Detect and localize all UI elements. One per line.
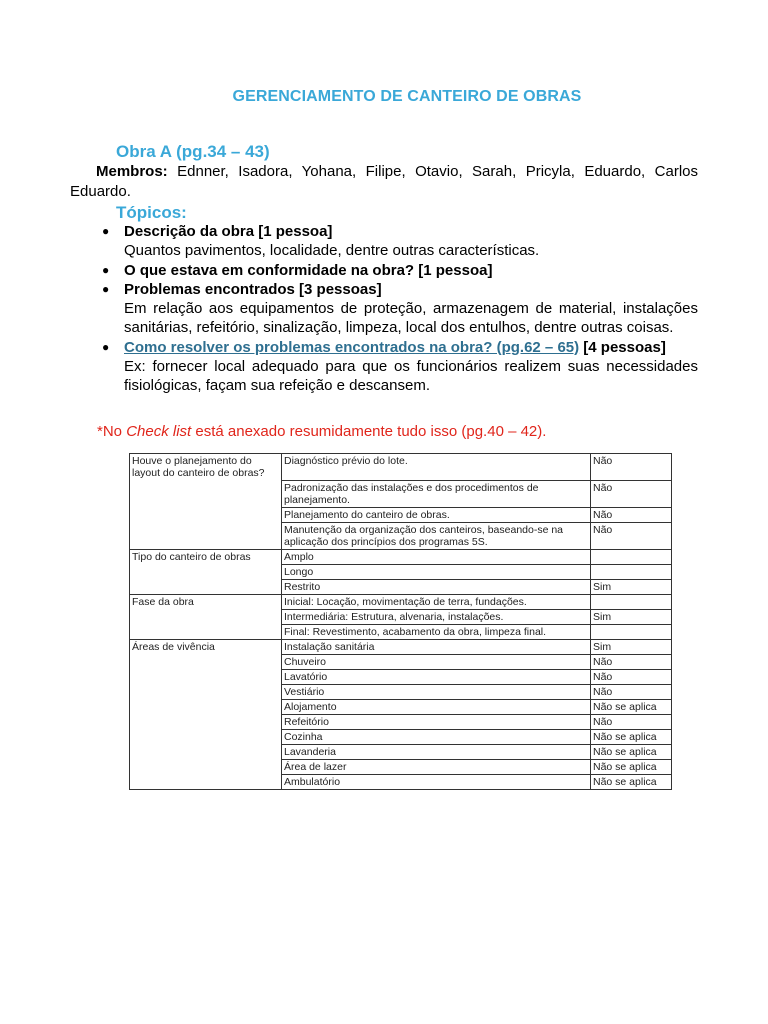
group-spacer — [130, 579, 282, 594]
topic-item — [102, 222, 698, 261]
checklist-value: Não — [591, 507, 672, 522]
checklist-value: Não se aplica — [591, 699, 672, 714]
table-row — [130, 579, 672, 594]
group-label: Fase da obra — [130, 594, 282, 609]
table-row — [130, 454, 672, 481]
table-row — [130, 759, 672, 774]
group-spacer — [130, 759, 282, 774]
checklist-value — [591, 549, 672, 564]
table-row — [130, 729, 672, 744]
checklist-item: Intermediária: Estrutura, alvenaria, instalações. — [282, 609, 591, 624]
note-prefix: *No — [97, 423, 127, 440]
note-italic: Check list — [126, 423, 192, 440]
checklist-value — [591, 624, 672, 639]
checklist-item: Lavatório — [282, 669, 591, 684]
checklist-item: Planejamento do canteiro de obras. — [282, 507, 591, 522]
table-row — [130, 699, 672, 714]
group-spacer — [130, 522, 282, 549]
obra-title: Obra A (pg.34 – 43) — [116, 142, 270, 161]
page-title: GERENCIAMENTO DE CANTEIRO DE OBRAS — [232, 88, 582, 105]
bullet-icon: ● — [102, 262, 110, 277]
table-row — [130, 507, 672, 522]
topic-item — [102, 261, 698, 280]
checklist-value: Não — [591, 522, 672, 549]
group-spacer — [130, 564, 282, 579]
checklist-item: Final: Revestimento, acabamento da obra, limpeza final. — [282, 624, 591, 639]
checklist-item: Vestiário — [282, 684, 591, 699]
checklist-item: Amplo — [282, 549, 591, 564]
checklist-item: Cozinha — [282, 729, 591, 744]
checklist-table — [129, 453, 672, 790]
table-row — [130, 480, 672, 507]
checklist-item: Refeitório — [282, 714, 591, 729]
topic-item — [102, 280, 698, 338]
checklist-value: Não — [591, 454, 672, 481]
group-spacer — [130, 624, 282, 639]
group-label: Tipo do canteiro de obras — [130, 549, 282, 564]
checklist-value: Não se aplica — [591, 729, 672, 744]
topic-heading: [4 pessoas] — [579, 338, 666, 356]
checklist-item: Longo — [282, 564, 591, 579]
checklist-item: Lavanderia — [282, 744, 591, 759]
table-row — [130, 654, 672, 669]
table-row — [130, 669, 672, 684]
checklist-value — [591, 564, 672, 579]
checklist-item: Alojamento — [282, 699, 591, 714]
table-row — [130, 714, 672, 729]
topic-link[interactable]: Como resolver os problemas encontrados na obra? (pg.62 – 65) — [124, 338, 580, 356]
checklist-value: Não se aplica — [591, 759, 672, 774]
members-paragraph — [70, 162, 698, 202]
table-row — [130, 744, 672, 759]
checklist-item: Inicial: Locação, movimentação de terra, fundações. — [282, 594, 591, 609]
group-spacer — [130, 609, 282, 624]
topics-list — [102, 222, 698, 396]
checklist-value: Sim — [591, 579, 672, 594]
table-row — [130, 549, 672, 564]
checklist-value: Não — [591, 714, 672, 729]
topic-heading: O que estava em conformidade na obra? [1 pessoa] — [124, 261, 493, 279]
group-spacer — [130, 729, 282, 744]
checklist-value: Sim — [591, 609, 672, 624]
checklist-value: Não se aplica — [591, 774, 672, 789]
group-spacer — [130, 714, 282, 729]
checklist-value: Não — [591, 684, 672, 699]
checklist-item: Restrito — [282, 579, 591, 594]
group-spacer — [130, 684, 282, 699]
group-spacer — [130, 654, 282, 669]
bullet-icon: ● — [102, 281, 110, 296]
table-row — [130, 624, 672, 639]
table-row — [130, 774, 672, 789]
group-spacer — [130, 744, 282, 759]
table-row — [130, 522, 672, 549]
group-spacer — [130, 480, 282, 507]
table-row — [130, 639, 672, 654]
checklist-value: Não — [591, 669, 672, 684]
bullet-icon: ● — [102, 339, 110, 354]
group-spacer — [130, 507, 282, 522]
topics-title: Tópicos: — [116, 203, 187, 222]
checklist-item: Ambulatório — [282, 774, 591, 789]
note-suffix: está anexado resumidamente tudo isso (pg.40 – 42). — [191, 423, 547, 440]
checklist-item: Padronização das instalações e dos procedimentos de planejamento. — [282, 480, 591, 507]
topic-heading: Problemas encontrados [3 pessoas] — [124, 280, 382, 298]
topic-description: Quantos pavimentos, localidade, dentre outras características. — [124, 242, 540, 260]
checklist-value: Não se aplica — [591, 744, 672, 759]
members-list: Ednner, Isadora, Yohana, Filipe, Otavio, Sarah, Pricyla, Eduardo, Carlos Eduardo. — [70, 163, 698, 200]
members-label: Membros: — [96, 163, 168, 180]
checklist-item: Diagnóstico prévio do lote. — [282, 454, 591, 481]
group-spacer — [130, 699, 282, 714]
checklist-value: Não — [591, 480, 672, 507]
checklist-item: Instalação sanitária — [282, 639, 591, 654]
group-spacer — [130, 669, 282, 684]
bullet-icon: ● — [102, 224, 110, 238]
checklist-item: Manutenção da organização dos canteiros, baseando-se na aplicação dos princípios dos programas 5S. — [282, 522, 591, 549]
table-row — [130, 684, 672, 699]
checklist-item: Área de lazer — [282, 759, 591, 774]
table-row — [130, 609, 672, 624]
table-row — [130, 594, 672, 609]
checklist-item: Chuveiro — [282, 654, 591, 669]
checklist-value — [591, 594, 672, 609]
checklist-note — [97, 423, 546, 440]
topic-description: Em relação aos equipamentos de proteção, armazenagem de material, instalações sanitárias, refeitório, sinalização, limpeza, local dos entulhos, dentre outras coisas. — [124, 300, 698, 337]
group-label: Houve o planejamento do layout do canteiro de obras? — [130, 454, 282, 481]
topic-description: Ex: fornecer local adequado para que os funcionários realizem suas necessidades fisiológicas, façam sua refeição e descansem. — [124, 358, 698, 395]
checklist-value: Sim — [591, 639, 672, 654]
group-spacer — [130, 774, 282, 789]
topic-heading: Descrição da obra [1 pessoa] — [124, 223, 333, 240]
topic-item — [102, 338, 698, 396]
checklist-value: Não — [591, 654, 672, 669]
group-label: Áreas de vivência — [130, 639, 282, 654]
table-row — [130, 564, 672, 579]
